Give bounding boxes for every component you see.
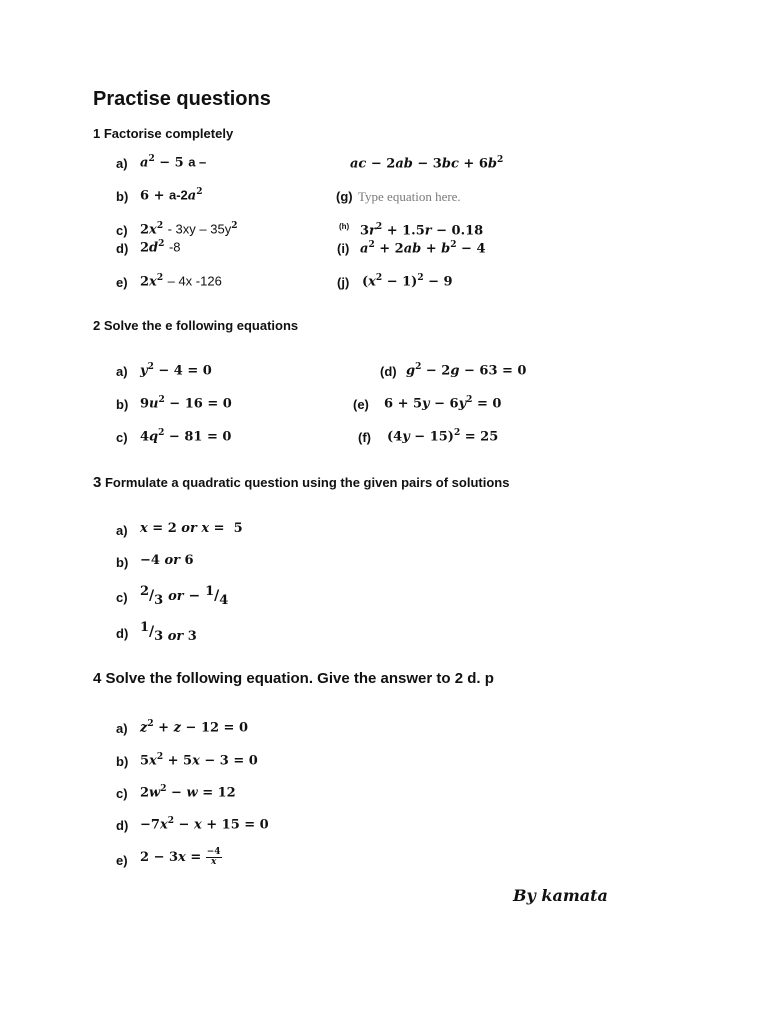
s2-d-expr: $g^2 - 2g - 63 = 0$ — [406, 362, 527, 379]
s3-a-expr: x = 2 or x = 5 — [140, 521, 243, 536]
s4-a-expr: $z^2 + z - 12 = 0$ — [140, 719, 249, 736]
s1-c-expr: $2x^2 - 3xy - 35y^2$ — [140, 221, 238, 238]
s1-j-expr: $(x^2 - 1)^2 - 9$ — [362, 273, 453, 290]
s2-b-label: b) — [116, 397, 129, 412]
s2-c-expr: $4q^2 - 81 = 0$ — [140, 428, 232, 445]
s1-b-label: b) — [116, 189, 129, 204]
s1-a-expr: $a^2 - 5$ a – — [140, 154, 207, 171]
s3-b-expr: −4 or 6 — [140, 553, 194, 568]
s1-e-label: e) — [116, 275, 128, 290]
s2-a-label: a) — [116, 364, 128, 379]
page-title: Practise questions — [93, 88, 271, 110]
s1-c-label: c) — [116, 223, 128, 238]
s3-a-label: a) — [116, 523, 128, 538]
s1-d-label: d) — [116, 241, 129, 256]
section-1-heading: 1 Factorise completely — [93, 126, 234, 141]
s3-d-expr: $^1/_{3 or 3}$ — [140, 620, 197, 644]
s4-b-label: b) — [116, 754, 129, 769]
s4-c-label: c) — [116, 786, 128, 801]
section-4-heading: 4 Solve the following equation. Give the answer to 2 d. p — [93, 670, 494, 687]
s4-c-expr: $2w^2 - w = 12$ — [140, 784, 236, 801]
s1-unlabeled-expr: ac − $2ab - 3bc + 6b^2$ — [350, 155, 504, 172]
s1-a-label: a) — [116, 156, 128, 171]
s4-e-label: e) — [116, 853, 128, 868]
s1-g-label: (g) — [336, 189, 353, 204]
s2-b-expr: $9u^2 - 16 = 0$ — [140, 395, 232, 412]
s1-j-label: (j) — [337, 275, 350, 290]
s1-h-expr: $3r^2 + 1.5r - 0.18$ — [360, 222, 484, 239]
s2-c-label: c) — [116, 430, 128, 445]
s3-c-expr: $^2/_3$ or − $^1/_4$ — [140, 584, 229, 608]
s2-f-expr: $(4y - 15)^2 = 25$ — [387, 428, 499, 445]
s4-a-label: a) — [116, 721, 128, 736]
s4-e-expr: 2 − 3x = $\frac{-4}{x}$ — [140, 847, 221, 867]
s4-d-label: d) — [116, 818, 129, 833]
s3-c-label: c) — [116, 590, 128, 605]
s1-b-expr: $6 + a-2a^2$ — [140, 187, 203, 204]
s1-i-expr: $a^2 + 2ab + b^2 - 4$ — [360, 240, 486, 257]
s1-e-expr: $2x^2 - 4x$ -126 — [140, 273, 222, 290]
s3-d-label: d) — [116, 626, 129, 641]
s1-d-expr: $2d^2$ -8 — [140, 239, 181, 256]
s2-a-expr: $y^2 - 4 = 0$ — [140, 362, 212, 379]
s3-b-label: b) — [116, 555, 129, 570]
s2-e-expr: $6 + 5y - 6y^2 = 0$ — [384, 395, 502, 412]
section-2-heading: 2 Solve the e following equations — [93, 318, 299, 333]
s2-e-label: (e) — [353, 397, 369, 412]
s4-b-expr: $5x^2 + 5x - 3 = 0$ — [140, 752, 258, 769]
s1-i-label: (i) — [337, 241, 350, 256]
section-3-heading: 3 Formulate a quadratic question using the given pairs of solutions — [93, 474, 510, 491]
equation-placeholder[interactable]: Type equation here. — [358, 189, 461, 204]
s2-f-label: (f) — [358, 430, 371, 445]
s1-h-label: (h) — [339, 222, 350, 231]
s4-d-expr: $-7x^2 - x + 15 = 0$ — [140, 816, 269, 833]
s2-d-label: (d) — [380, 364, 397, 379]
signature: By kamata — [513, 886, 608, 905]
